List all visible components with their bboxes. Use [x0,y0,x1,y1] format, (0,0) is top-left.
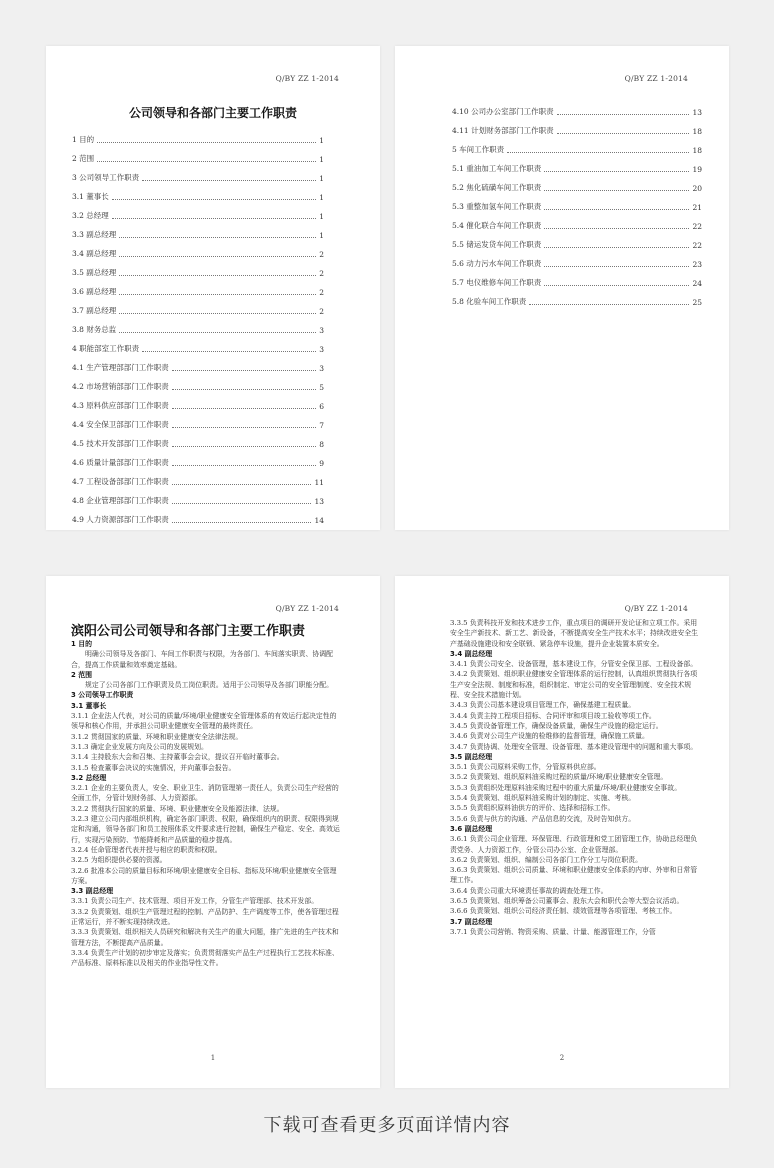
toc-entry [72,164,324,183]
toc-leader-dots [172,522,312,523]
toc-leader-dots [142,351,316,352]
toc-entry-page: 2 [319,250,324,259]
toc-entry-label: 4.2 市场营销部部门工作职责 [72,382,169,391]
toc-entry [72,202,324,221]
toc-entry [72,240,324,259]
page-number: 2 [559,1054,565,1062]
toc-entry [452,98,702,117]
paragraph: 3.3.3 负责策划、组织相关人员研究和解决有关生产的重大问题，推广先进的生产技术和管理方法，不断提高产品质量。 [71,928,339,947]
paragraph: 3.5.4 负责策划、组织原料油采购计划的制定、实施、考核。 [450,794,636,803]
paragraph: 3.5.2 负责策划、组织原料油采购过程的质量/环境/职业健康安全管理。 [450,773,668,782]
toc-entry-page: 24 [692,279,702,288]
toc-leader-dots [544,190,689,191]
toc-entry [452,155,702,174]
paragraph: 3.1.1 企业法人代表，对公司的质量/环境/职业健康安全管理体系的有效运行起决定性的领导和核心作用，并承担公司职业健康安全管理的最终责任。 [71,712,337,731]
toc-entry-label: 5.6 动力污水车间工作职责 [452,259,542,268]
toc-entry-page: 21 [692,203,702,212]
toc-entry [72,316,324,335]
toc-leader-dots [544,285,689,286]
toc-entry-label: 4 职能部室工作职责 [72,344,140,353]
doc-code: Q/BY ZZ 1-2014 [624,604,688,613]
toc-entry [72,392,324,411]
toc-entry-label: 1 目的 [72,135,95,144]
toc-entry-page: 2 [319,307,324,316]
paragraph: 3.2.3 建立公司内部组织机构，确定各部门职责、权限，确保组织内的职责、权限得到规定和沟通，领导各部门和员工按照体系文件要求进行控制，确保生产稳定、安全、高效运行，实现污染预防、节能降耗和产品质量的稳步提高。 [71,815,340,844]
toc-entry [72,354,324,373]
paragraph: 3.1.2 贯彻国家的质量、环境和职业健康安全法律法规。 [71,732,243,741]
section-heading: 3 公司领导工作职责 [71,691,134,700]
toc-entry [72,411,324,430]
toc-entry [72,373,324,392]
paragraph: 3.4.5 负责设备管理工作，确保设备质量，确保生产设施的稳定运行。 [450,721,663,730]
toc-entry [72,449,324,468]
toc-leader-dots [544,247,689,248]
toc-entry-page: 18 [692,127,702,136]
toc-entry [72,183,324,202]
toc-leader-dots [557,133,690,134]
toc-entry-page: 13 [692,108,702,117]
paragraph: 3.3.1 负责公司生产、技术管理、项目开发工作，分管生产管理部、技术开发部。 [71,897,319,906]
paragraph: 3.6.6 负责策划、组织公司经济责任制、绩效管理等各项管理、考核工作。 [450,907,677,916]
paragraph: 3.1.3 确定企业发展方向及公司的发展规划。 [71,742,208,751]
page-number: 1 [210,1054,216,1062]
paragraph: 3.5.1 负责公司原料采购工作，分管原料供应部。 [450,763,601,772]
paragraph: 3.5.5 负责组织原料油供方的评价、选择和招标工作。 [450,804,615,813]
section-heading: 3.4 副总经理 [450,649,493,658]
section-heading: 3.5 副总经理 [450,752,493,761]
toc-entry-label: 2 范围 [72,154,95,163]
toc-leader-dots [544,266,689,267]
toc-entry-page: 3 [319,345,324,354]
toc-entry-page: 22 [692,222,702,231]
toc-entry [452,193,702,212]
toc-entry [72,430,324,449]
toc-entry [72,221,324,240]
toc-entry [72,468,324,487]
paragraph: 3.4.6 负责对公司生产设施的检维修的监督管理，确保施工质量。 [450,732,649,741]
toc-leader-dots [119,237,316,238]
paragraph: 明确公司领导及各部门、车间工作职责与权限，为各部门、车间落实职责、协调配合，提高工作质量和效率奠定基础。 [71,650,334,669]
toc-leader-dots [172,408,316,409]
toc-entry-label: 3.3 副总经理 [72,230,117,239]
toc-entry [72,506,324,525]
toc-leader-dots [172,370,316,371]
toc-entry-label: 4.5 技术开发部部门工作职责 [72,439,169,448]
toc-leader-dots [172,427,316,428]
toc-leader-dots [119,332,316,333]
toc-leader-dots [544,228,689,229]
toc-entry-label: 5.4 催化联合车间工作职责 [452,221,542,230]
toc-leader-dots [172,446,316,447]
toc-leader-dots [119,313,316,314]
toc-entry [72,278,324,297]
paragraph: 3.1.5 检查董事会决议的实施情况，并向董事会报告。 [71,763,236,772]
toc-entry-label: 3.8 财务总监 [72,325,117,334]
paragraph: 3.4.1 负责公司安全、设备管理，基本建设工作，分管安全保卫部、工程设备部。 [450,660,698,669]
toc-entry-label: 5.2 焦化硫磺车间工作职责 [452,183,542,192]
toc-entry-label: 4.8 企业管理部部门工作职责 [72,496,169,505]
paragraph: 3.6.5 负责策划、组织筹备公司董事会、股东大会和职代会等大型会议活动。 [450,897,684,906]
paragraph: 3.2.2 贯彻执行国家的质量、环境、职业健康安全及能源法律、法规。 [71,804,284,813]
page-content [450,618,702,937]
toc-entry [72,126,324,145]
toc-entry-label: 3.6 副总经理 [72,287,117,296]
section-heading: 3.6 副总经理 [450,824,493,833]
toc-leader-dots [172,503,312,504]
paragraph: 3.4.2 负责策划、组织职业健康安全管理体系的运行控制，认真组织贯彻执行各项生产安全法规、制度和标准，组织制定、审定公司的安全管理制度、安全技术规程、安全技术措施计划。 [450,670,698,700]
section-heading: 2 范围 [71,670,92,679]
toc-entry-page: 8 [319,440,324,449]
toc-entry-page: 19 [692,165,702,174]
toc-leader-dots [544,171,689,172]
toc-entry-page: 18 [692,146,702,155]
toc-leader-dots [119,275,316,276]
toc-entry-page: 7 [319,421,324,430]
document-title: 滨阳公司公司领导和各部门主要工作职责 [71,624,306,639]
toc-entry [452,136,702,155]
paragraph: 3.2.1 企业的主要负责人，安全、职业卫生、消防管理第一责任人，负责公司生产经营的全面工作，分管计划财务部、人力资源部。 [71,784,339,803]
toc-leader-dots [507,152,689,153]
toc-entry-page: 2 [319,288,324,297]
paragraph: 3.7.1 负责公司营销、物资采购、质量、计量、能源管理工作，分管 [450,927,656,936]
toc-entry-label: 4.6 质量计量部部门工作职责 [72,458,169,467]
toc-leader-dots [97,142,316,143]
toc-entry [72,487,324,506]
toc-entry-label: 5.7 电仪维修车间工作职责 [452,278,542,287]
doc-code: Q/BY ZZ 1-2014 [275,74,339,83]
toc-entry [452,212,702,231]
toc-entry-label: 4.9 人力资源部部门工作职责 [72,515,169,524]
section-heading: 1 目的 [71,640,92,648]
toc-entry-page: 6 [319,402,324,411]
section-heading: 3.3 副总经理 [71,887,114,896]
doc-code: Q/BY ZZ 1-2014 [624,74,688,83]
toc-entry-page: 22 [692,241,702,250]
toc-page-1 [46,46,380,530]
toc-entry-page: 3 [319,364,324,373]
toc-entry [72,145,324,164]
paragraph: 3.6.3 负责策划、组织公司质量、环境和职业健康安全体系的内审、外审和日常管理工作。 [450,866,698,885]
toc-entry-label: 5 车间工作职责 [452,145,505,154]
toc-entry-label: 4.10 公司办公室部门工作职责 [452,107,554,116]
toc-entry-page: 25 [692,298,702,307]
paragraph: 3.4.3 负责公司基本建设项目管理工作，确保基建工程质量。 [450,701,636,710]
toc-entry-page: 1 [319,174,324,183]
toc-entry-label: 4.11 计划财务部部门工作职责 [452,126,554,135]
paragraph: 3.6.2 负责策划、组织、编制公司各部门工作分工与岗位职责。 [450,855,642,864]
toc-leader-dots [119,294,316,295]
toc-entry-label: 3.5 副总经理 [72,268,117,277]
toc-entry-label: 3.2 总经理 [72,211,109,220]
toc-leader-dots [172,465,316,466]
toc-leader-dots [142,180,316,181]
toc-entry-page: 2 [319,269,324,278]
toc-leader-dots [119,256,316,257]
paragraph: 3.5.3 负责组织处理原料油采购过程中的重大质量/环境/职业健康安全事故。 [450,783,682,792]
toc-entry [72,259,324,278]
toc-entry [452,174,702,193]
toc-entry-page: 1 [319,231,324,240]
paragraph: 3.3.2 负责策划、组织生产管理过程的控制、产品防护、生产调度等工作，使各管理过程正常运行，并不断实现持续改进。 [71,907,339,927]
section-heading: 3.2 总经理 [71,773,107,782]
body-page-2 [395,576,729,1088]
toc-entry-label: 3.4 副总经理 [72,249,117,258]
toc-list [72,126,324,525]
toc-entry [72,335,324,354]
toc-entry-label: 4.3 原料供应部部门工作职责 [72,401,169,410]
toc-entry-label: 3.1 董事长 [72,192,109,201]
toc-entry-page: 5 [319,383,324,392]
paragraph: 3.3.4 负责生产计划的初步审定及落实；负责贯彻落实产品生产过程执行工艺技术标准、产品标准、原料标准以及相关的作业指导性文件。 [71,948,339,968]
body-page-1 [46,576,380,1088]
toc-entry-page: 1 [319,155,324,164]
paragraph: 规定了公司各部门工作职责及员工岗位职责。适用于公司领导及各部门职能分配。 [85,681,334,690]
toc-leader-dots [544,209,689,210]
toc-entry-page: 3 [319,326,324,335]
toc-list [452,98,702,307]
toc-entry-label: 3 公司领导工作职责 [72,173,140,182]
toc-entry-page: 20 [692,184,702,193]
toc-title: 公司领导和各部门主要工作职责 [128,106,297,120]
toc-entry-label: 5.5 储运发货车间工作职责 [452,240,542,249]
toc-entry [452,250,702,269]
section-heading: 3.7 副总经理 [450,917,493,926]
toc-entry-page: 1 [319,193,324,202]
toc-entry [452,288,702,307]
download-caption: 下载可查看更多页面详情内容 [263,1115,511,1136]
toc-entry [72,297,324,316]
toc-entry-page: 9 [319,459,324,468]
toc-entry-page: 11 [314,478,324,487]
toc-entry [452,231,702,250]
paragraph: 3.6.1 负责公司企业管理、环保管理、行政管理和党工团管理工作，协助总经理负责党务、人力资源工作，分管公司办公室、企业管理部。 [450,835,698,854]
toc-entry-page: 13 [314,497,324,506]
toc-entry-page: 1 [319,212,324,221]
toc-entry-label: 5.1 重油加工车间工作职责 [452,164,542,173]
toc-leader-dots [112,218,316,219]
toc-page-2 [395,46,729,530]
toc-entry-label: 4.1 生产管理部部门工作职责 [72,363,169,372]
paragraph: 3.4.7 负责协调、处理安全管理、设备管理、基本建设管理中的问题和重大事项。 [450,742,698,751]
paragraph: 3.6.4 负责公司重大环境责任事故的调查处理工作。 [450,886,608,895]
toc-leader-dots [529,304,689,305]
page-content [71,639,340,969]
toc-entry-page: 1 [319,136,324,145]
section-heading: 3.1 董事长 [71,701,107,710]
paragraph: 3.4.4 负责主持工程项目招标、合同评审和项目竣工验收等项工作。 [450,711,656,720]
toc-entry-label: 5.3 重整加氢车间工作职责 [452,202,542,211]
paragraph: 3.2.4 任命管理者代表并授与相应的职责和权限。 [71,845,222,854]
toc-leader-dots [172,389,316,390]
toc-entry [452,269,702,288]
toc-entry-label: 4.4 安全保卫部部门工作职责 [72,420,169,429]
paragraph: 3.2.5 为组织提供必要的资源。 [71,856,167,865]
toc-entry-label: 4.7 工程设备部部门工作职责 [72,477,169,486]
toc-entry-page: 23 [692,260,702,269]
toc-entry [452,117,702,136]
paragraph: 3.1.4 主持股东大会和召集、主持董事会会议，提议召开临时董事会。 [71,753,284,762]
paragraph: 3.2.6 批准本公司的质量目标和环境/职业健康安全目标、指标及环境/职业健康安全管理方案。 [71,866,337,885]
toc-entry-label: 5.8 化验车间工作职责 [452,297,527,306]
paragraph: 3.3.5 负责科技开发和技术进步工作，重点项目的调研开发论证和立项工作。采用安全生产新技术、新工艺、新设备，不断提高安全生产技术水平；持续改进安全生产基础设施建设和安全联锁、紧急停车设施，提升企业装置本质安全。 [450,619,699,648]
toc-entry-page: 14 [314,516,324,525]
doc-code: Q/BY ZZ 1-2014 [275,604,339,613]
toc-leader-dots [172,484,312,485]
toc-leader-dots [112,199,316,200]
paragraph: 3.5.6 负责与供方的沟通、产品信息的交流，及时告知供方。 [450,814,636,823]
toc-entry-label: 3.7 副总经理 [72,306,117,315]
toc-leader-dots [557,114,690,115]
toc-leader-dots [97,161,316,162]
